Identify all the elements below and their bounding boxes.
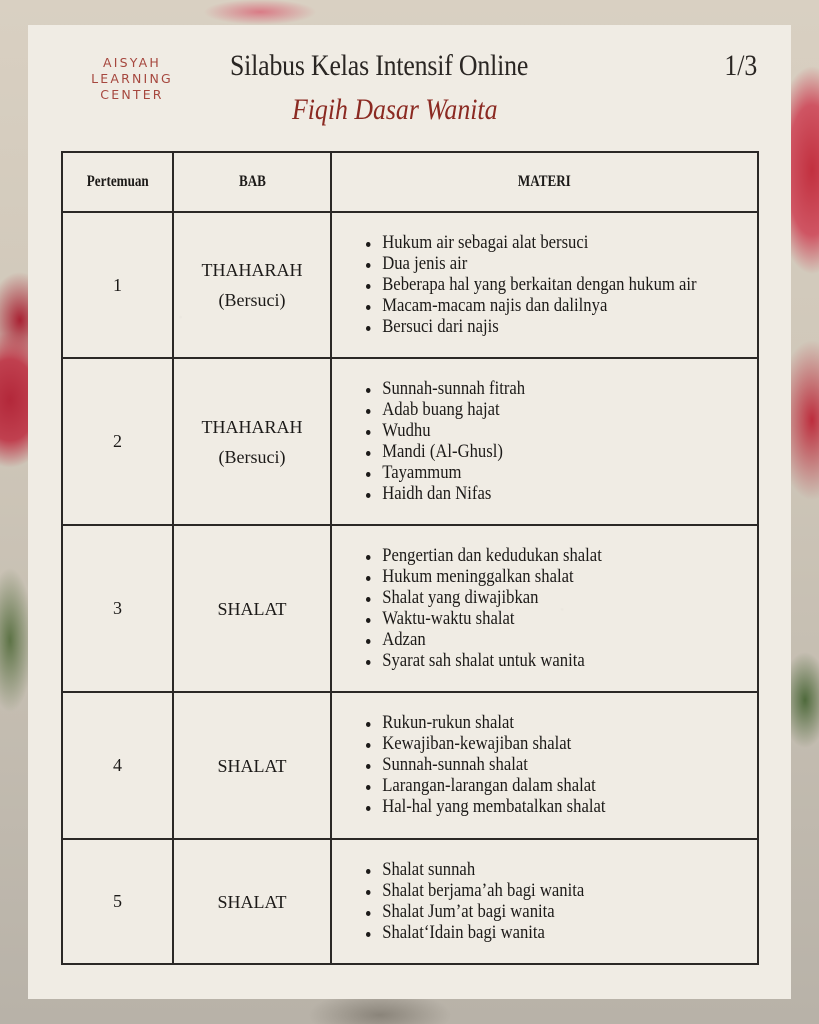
table-row <box>62 692 758 839</box>
cell-pertemuan: 2 <box>62 358 173 525</box>
syllabus-card <box>28 25 791 999</box>
cell-bab <box>173 212 331 358</box>
cell-bab <box>173 692 331 839</box>
page-indicator: 1/3 <box>724 49 757 82</box>
cell-materi <box>331 692 758 839</box>
cell-materi <box>331 525 758 692</box>
materi-item: Shalat berjama’ah bagi wanita <box>366 881 718 902</box>
materi-list <box>366 233 757 338</box>
page-title: Silabus Kelas Intensif Online <box>230 49 529 82</box>
materi-item: Pengertian dan kedudukan shalat <box>366 546 718 567</box>
materi-list <box>366 379 757 505</box>
cell-materi <box>331 839 758 964</box>
header-materi: MATERI <box>331 152 758 212</box>
header-bab: BAB <box>173 152 331 212</box>
bab-title: SHALAT <box>217 755 287 776</box>
materi-item: Adzan <box>366 630 718 651</box>
materi-item: Macam-macam najis dan dalilnya <box>366 296 718 317</box>
materi-list <box>366 713 757 818</box>
materi-item: Waktu-waktu shalat <box>366 609 718 630</box>
header-pertemuan: Pertemuan <box>62 152 173 212</box>
materi-item: Kewajiban-kewajiban shalat <box>366 734 718 755</box>
bab-title: SHALAT <box>217 598 287 619</box>
cell-pertemuan: 4 <box>62 692 173 839</box>
materi-list <box>366 546 757 672</box>
materi-item: Larangan-larangan dalam shalat <box>366 776 718 797</box>
cell-pertemuan: 5 <box>62 839 173 964</box>
materi-item: Bersuci dari najis <box>366 317 718 338</box>
syllabus-table <box>61 151 759 965</box>
brand-line: AISYAH <box>103 55 161 70</box>
materi-item: Wudhu <box>366 421 718 442</box>
materi-item: Sunnah-sunnah fitrah <box>366 379 718 400</box>
materi-item: Beberapa hal yang berkaitan dengan hukum air <box>366 275 718 296</box>
materi-item: Shalat sunnah <box>366 860 718 881</box>
materi-item: Rukun-rukun shalat <box>366 713 718 734</box>
cell-bab <box>173 839 331 964</box>
bab-title: THAHARAH <box>201 260 303 280</box>
materi-item: Tayammum <box>366 463 718 484</box>
materi-item: Shalat Jum’at bagi wanita <box>366 902 718 923</box>
cell-materi <box>331 212 758 358</box>
materi-list <box>366 860 757 944</box>
materi-item: Shalat‘Idain bagi wanita <box>366 923 718 944</box>
bab-subtitle: (Bersuci) <box>218 446 286 467</box>
cell-pertemuan: 1 <box>62 212 173 358</box>
table-row <box>62 212 758 358</box>
materi-item: Adab buang hajat <box>366 400 718 421</box>
materi-item: Mandi (Al-Ghusl) <box>366 442 718 463</box>
bab-subtitle: (Bersuci) <box>218 290 286 310</box>
table-row <box>62 358 758 525</box>
cell-materi <box>331 358 758 525</box>
bab-title: SHALAT <box>217 891 287 912</box>
bab-title: THAHARAH <box>201 416 303 437</box>
materi-item: Hukum air sebagai alat bersuci <box>366 233 718 254</box>
materi-item: Hal-hal yang membatalkan shalat <box>366 797 718 818</box>
materi-item: Syarat sah shalat untuk wanita <box>366 651 718 672</box>
cell-bab <box>173 525 331 692</box>
materi-item: Shalat yang diwajibkan <box>366 588 718 609</box>
materi-item: Hukum meninggalkan shalat <box>366 567 718 588</box>
brand-line: LEARNING <box>91 71 173 86</box>
page-subtitle: Fiqih Dasar Wanita <box>292 93 498 126</box>
brand-logo <box>77 55 187 103</box>
materi-item: Dua jenis air <box>366 254 718 275</box>
materi-item: Haidh dan Nifas <box>366 484 718 505</box>
brand-line: CENTER <box>100 87 164 102</box>
cell-bab <box>173 358 331 525</box>
table-row <box>62 525 758 692</box>
cell-pertemuan: 3 <box>62 525 173 692</box>
table-row <box>62 839 758 964</box>
table-header-row <box>62 152 758 212</box>
materi-item: Sunnah-sunnah shalat <box>366 755 718 776</box>
